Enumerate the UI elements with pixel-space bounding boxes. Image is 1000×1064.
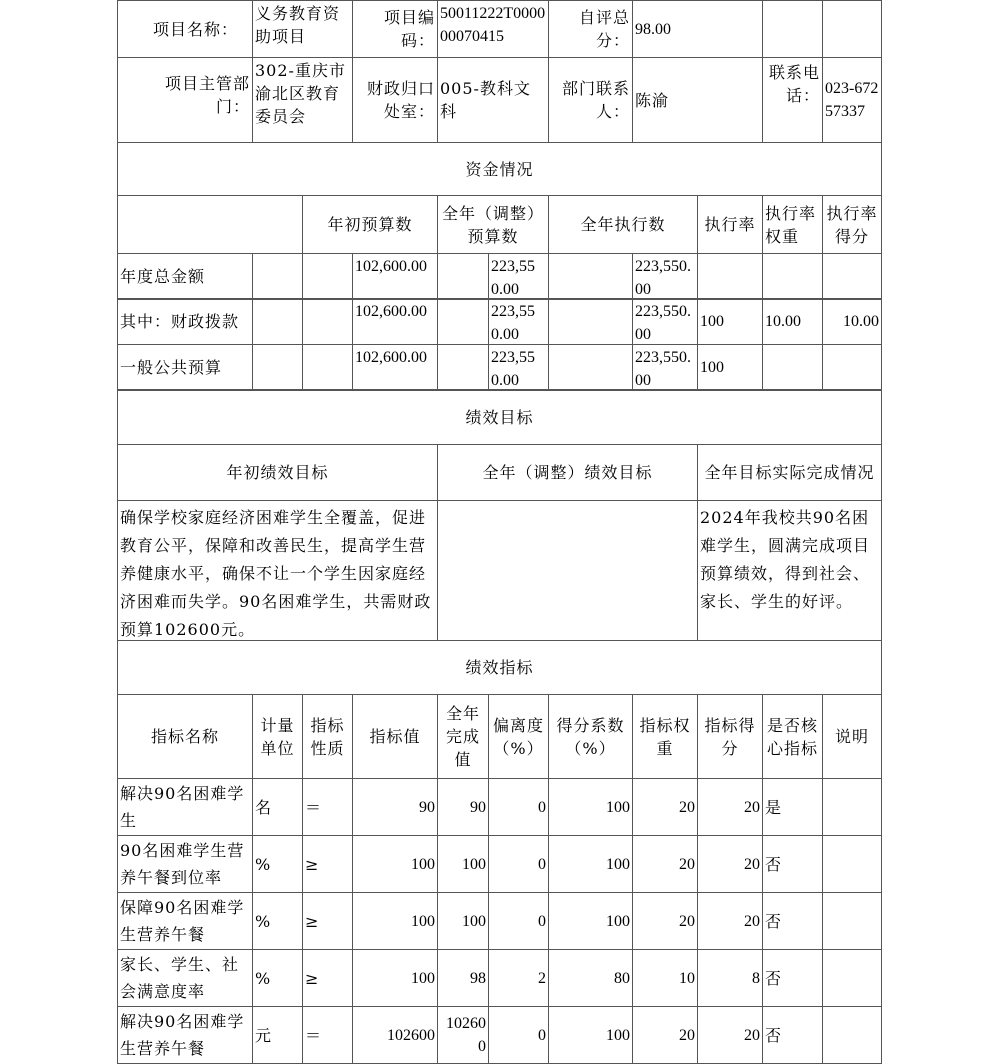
empty-cell	[302, 344, 353, 391]
actual-completion-text: 2024年我校共90名困难学生，圆满完成项目预算绩效，得到社会、家长、学生的好评。	[697, 500, 882, 641]
executed-value: 223,550.00	[632, 298, 698, 345]
indicator-note-cell	[822, 778, 882, 836]
empty-cell	[252, 253, 303, 300]
phone-value: 023-67257337	[822, 57, 882, 143]
indicator-unit-cell: 元	[252, 1006, 303, 1064]
indicator-note-cell	[822, 949, 882, 1007]
adjusted-goal-text	[437, 500, 698, 641]
funding-header-executed: 全年执行数	[548, 195, 698, 254]
indicator-weight-cell: 20	[632, 778, 698, 836]
indicator-deviation-cell: 0	[488, 835, 549, 893]
indicator-nature-cell: ＝	[302, 778, 353, 836]
indicator-core-cell: 否	[762, 835, 823, 893]
indicator-core-cell: 否	[762, 892, 823, 950]
finance-office-value: 005-教科文科	[437, 57, 549, 143]
targets-section-title: 绩效目标	[117, 389, 882, 445]
project-name-label: 项目名称：	[117, 0, 253, 58]
execution-score-value	[822, 344, 882, 391]
indicator-coef-cell: 100	[548, 835, 633, 893]
empty-cell	[437, 253, 489, 300]
funding-row-label: 年度总金额	[117, 253, 253, 300]
empty-cell	[822, 0, 882, 58]
initial-goal-text: 确保学校家庭经济困难学生全覆盖，促进教育公平，保障和改善民生，提高学生营养健康水平，确保不让一个学生因家庭经济困难而失学。90名困难学生，共需财政预算102600元。	[117, 500, 438, 641]
targets-header-adjusted: 全年（调整）绩效目标	[437, 444, 698, 501]
targets-header-initial: 年初绩效目标	[117, 444, 438, 501]
execution-weight-value	[762, 253, 823, 300]
indicator-deviation-cell: 0	[488, 1006, 549, 1064]
dept-value: 302-重庆市渝北区教育委员会	[252, 57, 353, 143]
indicator-core-cell: 否	[762, 949, 823, 1007]
indicator-coef-cell: 100	[548, 892, 633, 950]
empty-cell	[252, 344, 303, 391]
contact-label: 部门联系人：	[548, 57, 633, 143]
adjusted-budget-value: 223,550.00	[488, 253, 549, 300]
indicator-nature-cell: ≥	[302, 835, 353, 893]
finance-office-label: 财政归口处室：	[352, 57, 438, 143]
indicator-score-cell: 20	[697, 892, 763, 950]
execution-rate-value: 100	[697, 344, 763, 391]
funding-header-initial: 年初预算数	[302, 195, 438, 254]
contact-value: 陈渝	[632, 57, 763, 143]
executed-value: 223,550.00	[632, 253, 698, 300]
indicator-score-cell: 20	[697, 835, 763, 893]
execution-rate-value: 100	[697, 298, 763, 345]
indicator-unit-cell: %	[252, 892, 303, 950]
indicator-name-cell: 90名困难学生营养午餐到位率	[117, 835, 253, 893]
indicator-nature-cell: ≥	[302, 949, 353, 1007]
indicator-coef-cell: 100	[548, 778, 633, 836]
indicator-target-cell: 100	[352, 892, 438, 950]
indicator-weight-cell: 10	[632, 949, 698, 1007]
indicator-name-cell: 解决90名困难学生	[117, 778, 253, 836]
targets-header-actual: 全年目标实际完成情况	[697, 444, 882, 501]
empty-cell	[437, 298, 489, 345]
funding-header-score: 执行率得分	[822, 195, 882, 254]
indicator-score-cell: 20	[697, 1006, 763, 1064]
initial-budget-value: 102,600.00	[352, 344, 438, 391]
project-code-label: 项目编码：	[352, 0, 438, 58]
empty-cell	[302, 253, 353, 300]
indicator-weight-cell: 20	[632, 1006, 698, 1064]
indicator-note-cell	[822, 1006, 882, 1064]
indicator-nature-cell: ≥	[302, 892, 353, 950]
indicator-score-cell: 20	[697, 778, 763, 836]
indicator-name-cell: 家长、学生、社会满意度率	[117, 949, 253, 1007]
phone-label: 联系电话：	[762, 57, 823, 143]
funding-row-label: 一般公共预算	[117, 344, 253, 391]
indicator-actual-cell: 102600	[437, 1006, 489, 1064]
indicator-name-cell: 保障90名困难学生营养午餐	[117, 892, 253, 950]
indicator-header-is-core: 是否核心指标	[762, 694, 823, 779]
funding-row-label: 其中：财政拨款	[117, 298, 253, 345]
indicator-target-cell: 100	[352, 835, 438, 893]
indicator-core-cell: 是	[762, 778, 823, 836]
indicator-actual-cell: 100	[437, 835, 489, 893]
indicator-note-cell	[822, 835, 882, 893]
indicator-header-deviation: 偏离度（%）	[488, 694, 549, 779]
indicator-deviation-cell: 0	[488, 892, 549, 950]
indicator-header-target-value: 指标值	[352, 694, 438, 779]
indicator-deviation-cell: 0	[488, 778, 549, 836]
indicator-actual-cell: 98	[437, 949, 489, 1007]
funding-header-adjusted: 全年（调整）预算数	[437, 195, 549, 254]
indicator-coef-cell: 80	[548, 949, 633, 1007]
indicator-note-cell	[822, 892, 882, 950]
indicator-header-indicator-name: 指标名称	[117, 694, 253, 779]
executed-value: 223,550.00	[632, 344, 698, 391]
indicator-header-indicator-score: 指标得分	[697, 694, 763, 779]
indicator-name-cell: 解决90名困难学生营养午餐	[117, 1006, 253, 1064]
dept-label: 项目主管部门：	[117, 57, 253, 143]
self-score-value: 98.00	[632, 0, 763, 58]
execution-score-value: 10.00	[822, 298, 882, 345]
indicator-nature-cell: ＝	[302, 1006, 353, 1064]
adjusted-budget-value: 223,550.00	[488, 298, 549, 345]
self-score-label: 自评总分：	[548, 0, 633, 58]
indicator-deviation-cell: 2	[488, 949, 549, 1007]
project-name-value: 义务教育资助项目	[252, 0, 353, 58]
empty-cell	[302, 298, 353, 345]
empty-cell	[252, 298, 303, 345]
funding-header-blank	[117, 195, 303, 254]
initial-budget-value: 102,600.00	[352, 298, 438, 345]
indicator-target-cell: 90	[352, 778, 438, 836]
funding-header-rate: 执行率	[697, 195, 763, 254]
indicator-header-note: 说明	[822, 694, 882, 779]
indicator-unit-cell: %	[252, 835, 303, 893]
empty-cell	[548, 344, 633, 391]
funding-header-weight: 执行率权重	[762, 195, 823, 254]
indicators-section-title: 绩效指标	[117, 640, 882, 695]
funding-section-title: 资金情况	[117, 142, 882, 196]
indicator-header-actual-value: 全年完成值	[437, 694, 489, 779]
indicator-core-cell: 否	[762, 1006, 823, 1064]
indicator-header-nature: 指标性质	[302, 694, 353, 779]
empty-cell	[548, 298, 633, 345]
indicator-target-cell: 100	[352, 949, 438, 1007]
execution-rate-value	[697, 253, 763, 300]
indicator-weight-cell: 20	[632, 835, 698, 893]
indicator-header-indicator-weight: 指标权重	[632, 694, 698, 779]
indicator-header-score-coefficient: 得分系数（%）	[548, 694, 633, 779]
empty-cell	[548, 253, 633, 300]
execution-weight-value: 10.00	[762, 298, 823, 345]
execution-weight-value	[762, 344, 823, 391]
empty-cell	[762, 0, 823, 58]
indicator-coef-cell: 100	[548, 1006, 633, 1064]
indicator-unit-cell: 名	[252, 778, 303, 836]
initial-budget-value: 102,600.00	[352, 253, 438, 300]
indicator-target-cell: 102600	[352, 1006, 438, 1064]
indicator-actual-cell: 90	[437, 778, 489, 836]
indicator-actual-cell: 100	[437, 892, 489, 950]
indicator-header-unit: 计量单位	[252, 694, 303, 779]
empty-cell	[437, 344, 489, 391]
project-code-value: 50011222T000000070415	[437, 0, 549, 58]
adjusted-budget-value: 223,550.00	[488, 344, 549, 391]
execution-score-value	[822, 253, 882, 300]
indicator-unit-cell: %	[252, 949, 303, 1007]
indicator-weight-cell: 20	[632, 892, 698, 950]
indicator-score-cell: 8	[697, 949, 763, 1007]
